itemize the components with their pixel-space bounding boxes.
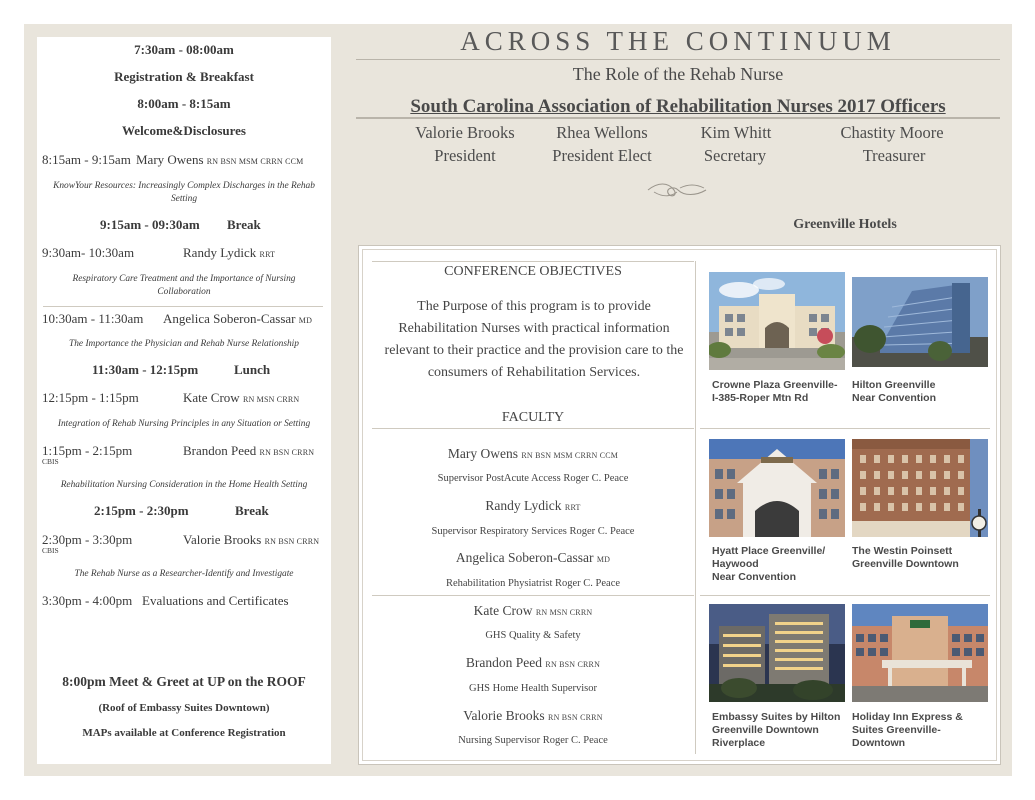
flourish-ornament-icon — [644, 178, 710, 202]
schedule-time: 2:30pm - 3:30pm — [42, 532, 133, 547]
schedule-time: 3:30pm - 4:00pm — [42, 593, 133, 608]
hyatt-place-photo — [709, 439, 845, 537]
evening-event-maps: MAPs available at Conference Registration — [82, 727, 286, 739]
faculty-title: FACULTY — [501, 410, 565, 425]
divider — [700, 428, 990, 429]
faculty-role: Supervisor PostAcute Access Roger C. Peace — [437, 473, 629, 484]
divider — [356, 117, 1000, 119]
schedule-time: 8:15am - 9:15am — [42, 152, 131, 167]
session-topic: KnowYour Resources: Increasingly Complex Discharges in the Rehab Setting — [53, 181, 315, 204]
schedule-time: 12:15pm - 1:15pm — [42, 390, 139, 405]
schedule-time: 8:00am - 8:15am — [137, 96, 231, 111]
schedule-speaker: Randy Lydick RRT — [183, 245, 276, 260]
divider — [372, 595, 694, 596]
schedule-break-label: Break — [235, 503, 269, 518]
officer-role: President Elect — [552, 146, 652, 165]
officer-name: Valorie Brooks — [415, 123, 515, 142]
hotel-caption: Crowne Plaza Greenville- I-385-Roper Mtn Rd — [712, 379, 838, 404]
schedule-speaker: Valorie Brooks RN BSN CRRN — [183, 532, 320, 547]
schedule-credential: CBIS — [42, 457, 59, 466]
holiday-inn-photo — [852, 604, 988, 702]
embassy-suites-photo — [709, 604, 845, 702]
session-topic: Integration of Rehab Nursing Principles in any Situation or Setting — [57, 419, 311, 429]
officer-name: Kim Whitt — [700, 123, 772, 142]
schedule-lunch-label: Lunch — [234, 362, 271, 377]
faculty-role: GHS Home Health Supervisor — [468, 683, 598, 694]
faculty-name: Kate Crow RN MSN CRRN — [473, 603, 593, 618]
schedule-credential: CBIS — [42, 546, 59, 555]
officers-heading: South Carolina Association of Rehabilitation Nurses 2017 Officers — [410, 96, 946, 117]
schedule-break-label: Break — [227, 217, 261, 232]
faculty-role: GHS Quality & Safety — [485, 630, 581, 641]
hotels-heading: Greenville Hotels — [793, 217, 897, 232]
divider — [372, 261, 694, 262]
schedule-time: 2:15pm - 2:30pm — [94, 503, 189, 518]
session-topic: Respiratory Care Treatment and the Importance of Nursing Collaboration — [72, 274, 296, 297]
hotel-caption: The Westin Poinsett Greenville Downtown — [852, 545, 959, 570]
schedule-time: 9:15am - 09:30am — [100, 217, 200, 232]
officer-role: Secretary — [703, 146, 767, 165]
schedule-title: Evaluations and Certificates — [142, 593, 289, 608]
schedule-time: 1:15pm - 2:15pm — [42, 443, 133, 458]
divider — [43, 306, 323, 307]
faculty-name: Brandon Peed RN BSN CRRN — [465, 655, 601, 670]
schedule-time: 7:30am - 08:00am — [134, 42, 234, 57]
officer-name: Chastity Moore — [840, 123, 944, 142]
westin-photo — [852, 439, 988, 537]
faculty-name: Mary Owens RN BSN MSM CRRN CCM — [447, 446, 619, 461]
schedule-speaker: Kate Crow RN MSN CRRN — [183, 390, 300, 405]
faculty-role: Rehabilitation Physiatrist Roger C. Peace — [445, 578, 621, 589]
objectives-title: CONFERENCE OBJECTIVES — [444, 264, 622, 279]
divider — [372, 428, 694, 429]
divider — [356, 59, 1000, 60]
crowne-plaza-photo — [709, 272, 845, 370]
schedule-time: 9:30am- 10:30am — [42, 245, 135, 260]
faculty-name: Angelica Soberon-Cassar MD — [455, 550, 611, 565]
column-divider — [695, 261, 696, 754]
evening-event-location: (Roof of Embassy Suites Downtown) — [98, 702, 270, 714]
officer-name: Rhea Wellons — [556, 123, 648, 142]
divider — [700, 595, 990, 596]
faculty-name: Randy Lydick RRT — [485, 498, 581, 513]
session-topic: Rehabilitation Nursing Consideration in the Home Health Setting — [60, 480, 308, 490]
schedule-speaker: Angelica Soberon-Cassar MD — [163, 311, 313, 326]
page-title: ACROSS THE CONTINUUM — [460, 26, 896, 56]
schedule-time: 11:30am - 12:15pm — [92, 362, 199, 377]
faculty-role: Supervisor Respiratory Services Roger C. Peace — [431, 526, 635, 537]
objectives-text: The Purpose of this program is to provide Rehabilitation Nurses with practical information relevant to their practice and the provision care to the consumers of Rehabilitation Services. — [384, 299, 684, 380]
hotel-caption: Embassy Suites by Hilton Greenville Downtown Riverplace — [712, 711, 841, 749]
schedule-title: Registration & Breakfast — [114, 69, 254, 84]
session-topic: The Importance the Physician and Rehab Nurse Relationship — [69, 339, 299, 349]
page-subtitle: The Role of the Rehab Nurse — [572, 64, 784, 84]
schedule-time: 10:30am - 11:30am — [42, 311, 144, 326]
schedule-title: Welcome&Disclosures — [122, 123, 246, 138]
hotel-caption: Holiday Inn Express & Suites Greenville- Downtown — [852, 711, 963, 749]
officer-role: Treasurer — [862, 146, 926, 165]
session-topic: The Rehab Nurse as a Researcher-Identify and Investigate — [74, 569, 294, 579]
evening-event-title: 8:00pm Meet & Greet at UP on the ROOF — [62, 674, 306, 689]
faculty-role: Nursing Supervisor Roger C. Peace — [458, 735, 608, 746]
officer-role: President — [434, 146, 496, 165]
hotel-caption: Hyatt Place Greenville/ Haywood Near Convention — [712, 545, 826, 583]
schedule-speaker: Mary Owens RN BSN MSM CRRN CCM — [136, 152, 304, 167]
hotel-caption: Hilton Greenville Near Convention — [852, 379, 937, 404]
schedule-speaker: Brandon Peed RN BSN CRRN — [183, 443, 315, 458]
faculty-name: Valorie Brooks RN BSN CRRN — [463, 708, 603, 723]
schedule-panel — [37, 37, 331, 764]
hilton-photo — [852, 277, 988, 375]
